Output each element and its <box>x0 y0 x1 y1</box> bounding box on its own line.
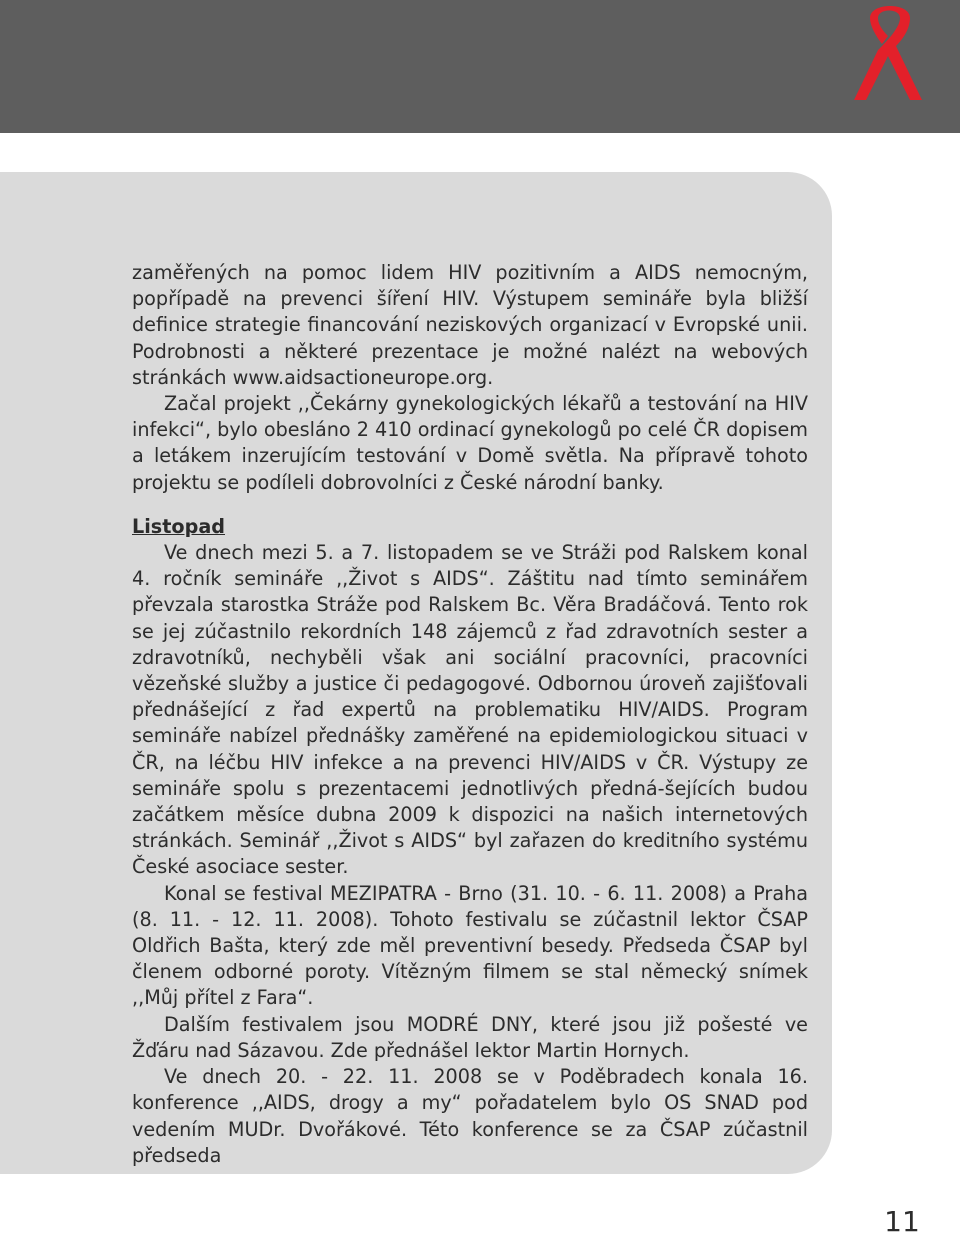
header-band <box>0 0 960 133</box>
red-ribbon-icon <box>848 6 932 102</box>
paragraph-conference: Ve dnech 20. - 22. 11. 2008 se v Poděbradech konala 16. konference ,,AIDS, drogy a my“ pořadatelem bylo OS SNAD pod vedením MUDr. Dvořákové. Této konference se za ČSAP zúčastnil předseda <box>132 1065 808 1167</box>
page-number: 11 <box>884 1205 920 1238</box>
section-heading-listopad: Listopad <box>132 514 225 538</box>
article-body <box>132 260 808 1169</box>
paragraph-festival-modre-dny: Dalším festivalem jsou MODRÉ DNY, které jsou již pošesté ve Žďáru nad Sázavou. Zde přednášel lektor Martin Hornych. <box>132 1012 808 1062</box>
paragraph-project: Začal projekt ,,Čekárny gynekologických lékařů a testování na HIV infekci“, bylo obesláno 2 410 ordinací gynekologů po celé ČR dopisem a letákem inzerujícím testování v Domě světla. Na přípravě tohoto projektu se podíleli dobrovolníci z České národní banky. <box>132 392 808 494</box>
paragraph-seminar: Ve dnech mezi 5. a 7. listopadem se ve Stráži pod Ralskem konal 4. ročník semináře ,,Život s AIDS“. Záštitu nad tímto seminářem převzala starostka Stráže pod Ralskem Bc. Věra Bradáčová. Tento rok se jej zúčastnilo rekordních 148 zájemců z řad zdravotních sester a zdravotníků, nechyběli však ani sociální pracovníci, pracovníci vězeňské služby a justice či pedagogové. Odbornou úroveň zajišťovali přednášející z řad expertů na problematiku HIV/AIDS. Program semináře nabízel přednášky zaměřené na epidemiologickou situaci v ČR, na léčbu HIV infekce a na prevenci HIV/AIDS v ČR. Výstupy ze semináře spolu s prezentacemi jednotlivých předná-šejících budou začátkem měsíce dubna 2009 k dispozici na našich internetových stránkách. Seminář ,,Život s AIDS“ byl zařazen do kreditního systému České asociace sester. <box>132 541 808 879</box>
paragraph-festival-mezipatra: Konal se festival MEZIPATRA - Brno (31. 10. - 6. 11. 2008) a Praha (8. 11. - 12. 11. 2008). Tohoto festivalu se zúčastnil lektor ČSAP Oldřich Bašta, který zde měl preventivní besedy. Předseda ČSAP byl členem odborné poroty. Vítězným filmem se stal německý snímek ,,Můj přítel z Fara“. <box>132 881 808 1010</box>
paragraph-intro: zaměřených na pomoc lidem HIV pozitivním a AIDS nemocným, popřípadě na prevenci šíření HIV. Výstupem semináře byla bližší definice strategie financování neziskových organizací v Evropské unii. Podrobnosti a některé prezentace je možné nalézt na webových stránkách www.aidsactioneurope.org. <box>132 261 808 389</box>
